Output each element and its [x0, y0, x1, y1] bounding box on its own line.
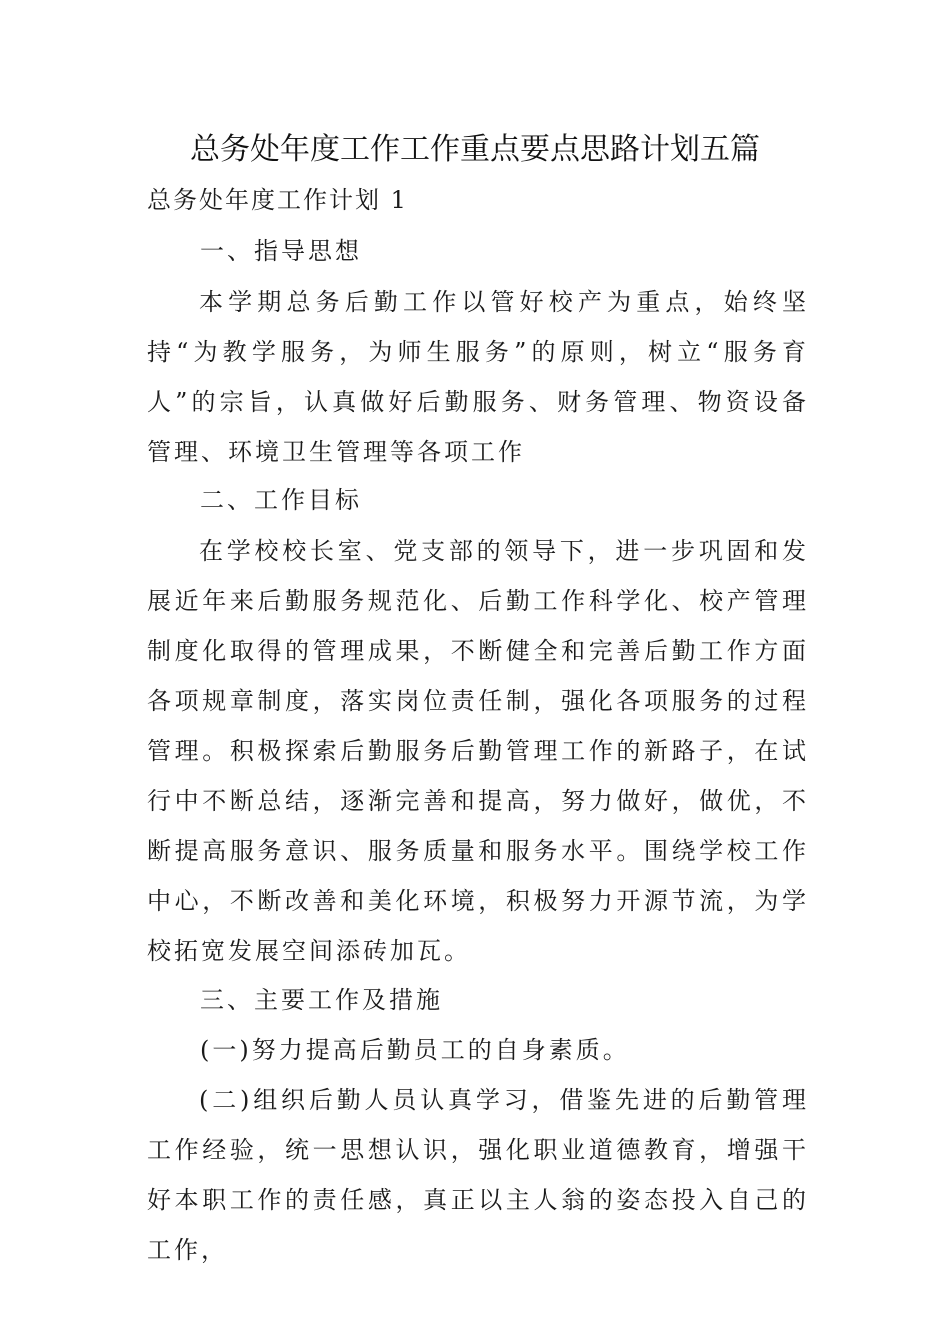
document-title: 总务处年度工作工作重点要点思路计划五篇: [190, 132, 760, 167]
paragraph-guiding-ideology: 本学期总务后勤工作以管好校产为重点，始终坚持“为教学服务，为师生服务”的原则，树立“服务育人”的宗旨，认真做好后勤服务、财务管理、物资设备管理、环境卫生管理等各项工作: [147, 288, 809, 466]
paragraph-work-goals: 在学校校长室、党支部的领导下，进一步巩固和发展近年来后勤服务规范化、后勤工作科学化、校产管理制度化取得的管理成果，不断健全和完善后勤工作方面各项规章制度，落实岗位责任制，强化各项服务的过程管理。积极探索后勤服务后勤管理工作的新路子，在试行中不断总结，逐渐完善和提高，努力做好，做优，不断提高服务意识、服务质量和服务水平。围绕学校工作中心，不断改善和美化环境，积极努力开源节流，为学校拓宽发展空间添砖加瓦。: [147, 537, 809, 965]
section-heading-main-work: 三、主要工作及措施: [200, 986, 443, 1014]
list-item-1: (一)努力提高后勤员工的自身素质。: [200, 1036, 630, 1064]
plan-subtitle: 总务处年度工作计划 1: [147, 186, 408, 214]
section-heading-work-goals: 二、工作目标: [200, 486, 362, 514]
list-item-2: (二)组织后勤人员认真学习，借鉴先进的后勤管理工作经验，统一思想认识，强化职业道德教育，增强干好本职工作的责任感，真正以主人翁的姿态投入自己的工作，: [147, 1086, 809, 1264]
section-heading-guiding-ideology: 一、指导思想: [200, 237, 362, 265]
